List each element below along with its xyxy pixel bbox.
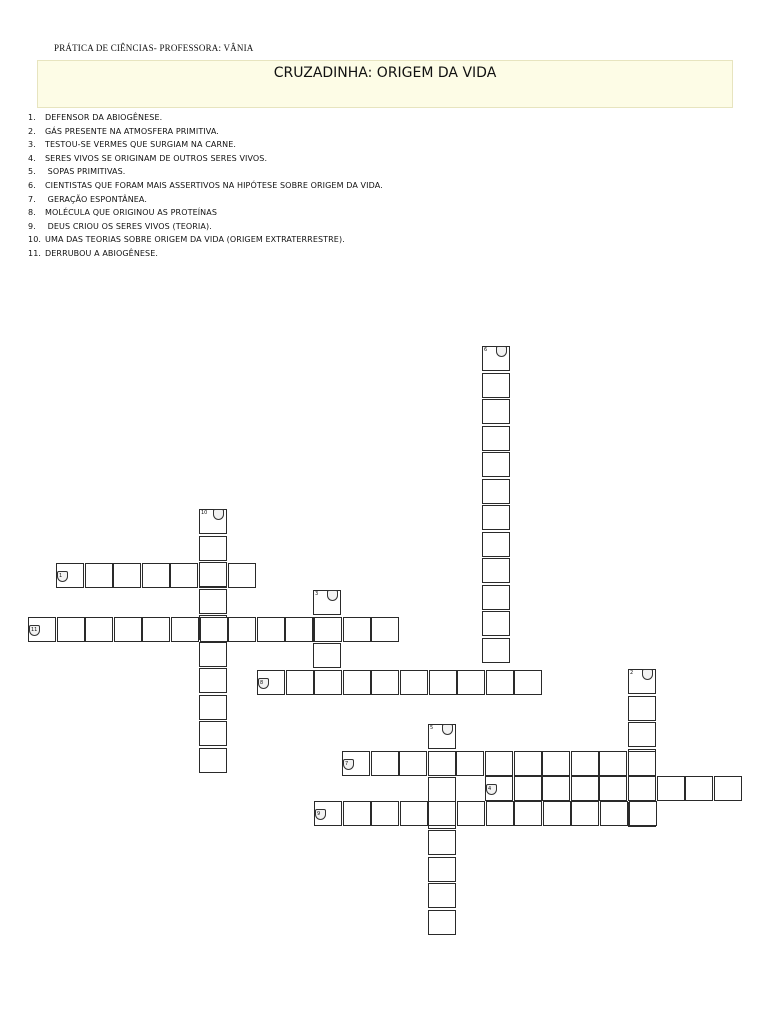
crossword-cell[interactable] — [482, 505, 510, 530]
crossword-cell[interactable] — [57, 617, 85, 642]
crossword-cell[interactable] — [628, 751, 656, 776]
crossword-cell[interactable] — [571, 751, 599, 776]
crossword-cell[interactable] — [200, 617, 228, 642]
clue-text: SOPAS PRIMITIVAS. — [45, 167, 126, 177]
crossword-cell[interactable] — [514, 801, 542, 826]
crossword-cell[interactable] — [199, 509, 227, 534]
crossword-cell[interactable] — [428, 724, 456, 749]
crossword-cell[interactable] — [542, 751, 570, 776]
clue-text: GERAÇÃO ESPONTÂNEA. — [45, 194, 148, 204]
crossword-cell[interactable] — [428, 883, 456, 908]
crossword-cell[interactable] — [514, 776, 542, 801]
crossword-cell[interactable] — [114, 617, 142, 642]
crossword-cell[interactable] — [199, 562, 227, 587]
crossword-cell[interactable] — [628, 696, 656, 721]
crossword-cell[interactable] — [313, 590, 341, 615]
clue-text: DEUS CRIOU OS SERES VIVOS (TEORIA). — [45, 221, 212, 231]
crossword-cell[interactable] — [400, 801, 428, 826]
clue-number: 10. — [28, 235, 42, 245]
clue-text: CIENTISTAS QUE FORAM MAIS ASSERTIVOS NA HIPÓTESE SOBRE ORIGEM DA VIDA. — [45, 180, 383, 190]
crossword-cell[interactable] — [343, 801, 371, 826]
crossword-cell[interactable] — [371, 670, 399, 695]
clue-number: 2. — [28, 126, 36, 136]
crossword-cell[interactable] — [457, 801, 485, 826]
header-line: PRÁTICA DE CIÊNCIAS- PROFESSORA: VÂNIA — [54, 43, 254, 53]
crossword-cell[interactable] — [113, 563, 141, 588]
crossword-cell[interactable] — [142, 563, 170, 588]
crossword-cell[interactable] — [371, 617, 399, 642]
crossword-cell[interactable] — [199, 748, 227, 773]
cell-number: 2 — [630, 670, 634, 676]
clue-marker-icon — [642, 669, 653, 680]
clue-number: 7. — [28, 194, 36, 204]
clue-text: TESTOU-SE VERMES QUE SURGIAM NA CARNE. — [45, 140, 237, 150]
crossword-cell[interactable] — [482, 399, 510, 424]
crossword-cell[interactable] — [482, 585, 510, 610]
crossword-cell[interactable] — [482, 452, 510, 477]
clue-text: DERRUBOU A ABIOGÊNESE. — [45, 248, 159, 258]
crossword-cell[interactable] — [342, 751, 370, 776]
crossword-cell[interactable] — [571, 776, 599, 801]
crossword-cell[interactable] — [429, 670, 457, 695]
crossword-cell[interactable] — [286, 670, 314, 695]
crossword-cell[interactable] — [628, 776, 656, 801]
cell-number: 9 — [317, 811, 321, 817]
crossword-cell[interactable] — [482, 346, 510, 371]
crossword-cell[interactable] — [482, 638, 510, 663]
clue-number: 4. — [28, 153, 36, 163]
crossword-cell[interactable] — [599, 776, 627, 801]
crossword-cell[interactable] — [199, 536, 227, 561]
crossword-cell[interactable] — [314, 670, 342, 695]
crossword-cell[interactable] — [428, 910, 456, 935]
crossword-cell[interactable] — [199, 721, 227, 746]
crossword-cell[interactable] — [714, 776, 742, 801]
crossword-cell[interactable] — [371, 801, 399, 826]
crossword-cell[interactable] — [657, 776, 685, 801]
crossword-cell[interactable] — [542, 776, 570, 801]
crossword-cell[interactable] — [428, 830, 456, 855]
crossword-cell[interactable] — [514, 751, 542, 776]
clue-number: 5. — [28, 167, 36, 177]
clue-marker-icon — [442, 724, 453, 735]
crossword-cell[interactable] — [199, 589, 227, 614]
crossword-cell[interactable] — [285, 617, 313, 642]
crossword-cell[interactable] — [600, 801, 628, 826]
crossword-cell[interactable] — [629, 801, 657, 826]
cell-number: 8 — [260, 680, 264, 686]
crossword-cell[interactable] — [543, 801, 571, 826]
clue-number: 11. — [28, 248, 42, 258]
crossword-cell[interactable] — [343, 670, 371, 695]
cell-number: 3 — [315, 591, 319, 597]
crossword-cell[interactable] — [399, 751, 427, 776]
crossword-cell[interactable] — [199, 668, 227, 693]
crossword-cell[interactable] — [428, 801, 456, 826]
crossword-cell[interactable] — [257, 617, 285, 642]
crossword-cell[interactable] — [170, 563, 198, 588]
crossword-cell[interactable] — [171, 617, 199, 642]
crossword-cell[interactable] — [482, 611, 510, 636]
crossword-cell[interactable] — [571, 801, 599, 826]
crossword-cell[interactable] — [482, 373, 510, 398]
crossword-cell[interactable] — [628, 669, 656, 694]
crossword-cell[interactable] — [599, 751, 627, 776]
clue-marker-icon — [213, 509, 224, 520]
crossword-cell[interactable] — [228, 617, 256, 642]
crossword-cell[interactable] — [514, 670, 542, 695]
clue-text: GÁS PRESENTE NA ATMOSFERA PRIMITIVA. — [45, 126, 219, 136]
crossword-cell[interactable] — [482, 558, 510, 583]
clue-marker-icon — [327, 590, 338, 601]
crossword-cell[interactable] — [85, 563, 113, 588]
crossword-cell[interactable] — [485, 751, 513, 776]
clue-text: UMA DAS TEORIAS SOBRE ORIGEM DA VIDA (ORIGEM EXTRATERRESTRE). — [45, 235, 345, 245]
cell-number: 5 — [430, 725, 434, 731]
clue-text: DEFENSOR DA ABIOGÊNESE. — [45, 113, 163, 122]
cell-number: 11 — [31, 627, 38, 633]
page-title: CRUZADINHA: ORIGEM DA VIDA — [273, 65, 497, 81]
crossword-cell[interactable] — [371, 751, 399, 776]
clue-number: 6. — [28, 180, 36, 190]
crossword-cell[interactable] — [313, 643, 341, 668]
clue-text: MOLÉCULA QUE ORIGINOU AS PROTEÍNAS — [45, 208, 218, 218]
crossword-cell[interactable] — [228, 563, 256, 588]
cell-number: 1 — [59, 573, 63, 579]
crossword-cell[interactable] — [685, 776, 713, 801]
crossword-cell[interactable] — [482, 479, 510, 504]
crossword-cell[interactable] — [199, 695, 227, 720]
crossword-cell[interactable] — [56, 563, 84, 588]
cell-number: 10 — [201, 510, 208, 516]
crossword-cell[interactable] — [486, 801, 514, 826]
crossword-cell[interactable] — [486, 670, 514, 695]
crossword-cell[interactable] — [314, 617, 342, 642]
crossword-cell[interactable] — [257, 670, 285, 695]
crossword-cell[interactable] — [628, 722, 656, 747]
crossword-cell[interactable] — [314, 801, 342, 826]
cell-number: 7 — [345, 761, 349, 767]
clue-number: 9. — [28, 221, 36, 231]
crossword-cell[interactable] — [428, 751, 456, 776]
crossword-cell[interactable] — [482, 532, 510, 557]
crossword-cell[interactable] — [28, 617, 56, 642]
crossword-cell[interactable] — [428, 857, 456, 882]
crossword-cell[interactable] — [85, 617, 113, 642]
clue-text: SERES VIVOS SE ORIGINAM DE OUTROS SERES VIVOS. — [45, 153, 268, 163]
crossword-cell[interactable] — [485, 776, 513, 801]
crossword-cell[interactable] — [142, 617, 170, 642]
crossword-cell[interactable] — [482, 426, 510, 451]
clue-number: 3. — [28, 140, 36, 150]
crossword-cell[interactable] — [400, 670, 428, 695]
clue-number: 8. — [28, 208, 36, 218]
crossword-cell[interactable] — [199, 642, 227, 667]
clue-marker-icon — [496, 346, 507, 357]
crossword-cell[interactable] — [456, 751, 484, 776]
crossword-cell[interactable] — [428, 777, 456, 802]
clue-number: 1. — [28, 113, 36, 122]
cell-number: 4 — [488, 786, 492, 792]
crossword-cell[interactable] — [457, 670, 485, 695]
crossword-cell[interactable] — [343, 617, 371, 642]
cell-number: 6 — [484, 347, 488, 353]
